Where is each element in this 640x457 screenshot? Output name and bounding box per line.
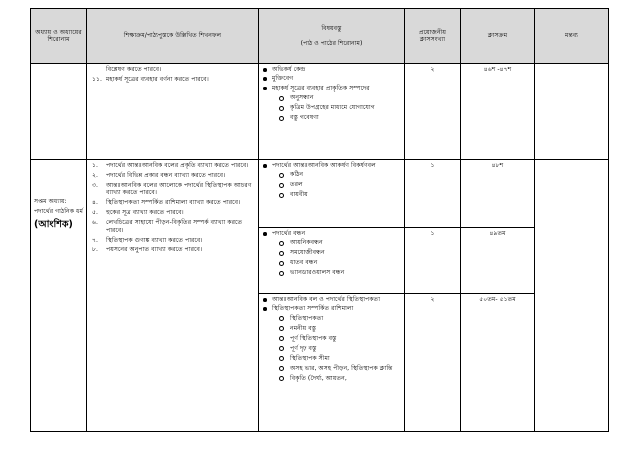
content-item-text: মুক্তিবেগ xyxy=(272,75,294,83)
class-order-cell: ৪৯তম xyxy=(461,228,535,294)
table-row xyxy=(31,64,609,160)
content-subitem: বায়বীয় xyxy=(272,191,401,198)
content-subitem: অসহ ভার, অসহ পীড়ন, স্থিতিস্থাপক ক্লান্তি xyxy=(272,365,401,372)
content-subitem: সমযোজীবন্ধন xyxy=(272,249,401,256)
objective-text: মহাকর্ষ সূত্রের ব্যবহার বর্ণনা করতে পারবে। xyxy=(106,75,209,83)
table-row xyxy=(31,160,609,228)
content-item xyxy=(262,66,401,73)
header-chapter: অধ্যায় ও অধ্যায়ের শিরোনাম xyxy=(31,9,87,64)
content-list xyxy=(262,296,401,382)
objective-item xyxy=(90,209,255,216)
content-subitem: স্থিতিস্থাপক সীমা xyxy=(272,355,401,362)
remarks-cell xyxy=(535,64,609,160)
objective-text: স্থিতিস্থাপকতা সম্পর্কিত রাশিমালা ব্যাখ্যা করতে পারবে। xyxy=(106,199,241,207)
content-list xyxy=(262,66,401,122)
content-subitem: অনুসন্ধান xyxy=(272,94,401,101)
content-item-text: পদার্থের বন্ধন xyxy=(272,230,306,237)
objectives-cell xyxy=(87,64,259,160)
content-cell xyxy=(259,294,405,432)
objective-text: পদার্থের বিভিন্ন প্রকার বন্ধন ব্যাখ্যা করতে পারবে। xyxy=(106,171,226,179)
objective-text: হুকের সূত্র ব্যাখ্যা করতে পারবে। xyxy=(106,209,184,217)
objective-number: ৩. xyxy=(92,181,98,189)
required-classes-cell: ২ xyxy=(405,64,461,160)
content-cell xyxy=(259,228,405,294)
content-subitem: ধাতব বন্ধন xyxy=(272,259,401,266)
objective-number: ১. xyxy=(92,162,98,169)
header-class-order: ক্লাসক্রম xyxy=(461,9,535,64)
objective-item xyxy=(90,237,255,244)
required-classes-cell: ১ xyxy=(405,228,461,294)
content-sublist xyxy=(272,315,401,382)
content-item xyxy=(262,162,401,199)
content-subitem: আয়নিকবন্ধন xyxy=(272,239,401,246)
class-order-cell: ৪৮শ xyxy=(461,160,535,228)
content-item-text: পদার্থের আন্তঃআনবিক আকর্ষণ বিকর্ষণবল xyxy=(272,162,376,169)
objective-text: বিশ্লেষণ করতে পারবে। xyxy=(106,66,162,73)
objective-item xyxy=(90,246,255,253)
content-item-text: মহাকর্ষ সূত্রের ব্যবহার প্রাকৃতিক সম্পদের xyxy=(272,84,370,92)
header-row xyxy=(31,9,609,64)
content-subitem: তরল xyxy=(272,181,401,188)
objective-text: স্থিতিস্থাপক গুণাঙ্ক ব্যাখ্যা করতে পারবে। xyxy=(106,236,203,244)
objective-text: পয়সনের অনুপাত ব্যাখ্যা করতে পারবে। xyxy=(106,246,203,254)
class-order-cell: ৫০তম- ৫১তম xyxy=(461,294,535,432)
objective-item xyxy=(90,199,255,206)
content-subitem: স্থিতিস্থাপকতা xyxy=(272,315,401,322)
content-subitem: পূর্ণ স্থিতিস্থাপক বস্তু xyxy=(272,335,401,342)
content-subitem: বস্তু গবেষণা xyxy=(272,114,401,121)
remarks-cell xyxy=(535,160,609,432)
syllabus-table xyxy=(30,8,609,432)
header-remarks: মন্তব্য xyxy=(535,9,609,64)
chapter-title: পদার্থের গাঠনিক ধর্ম xyxy=(34,208,83,216)
header-content xyxy=(259,9,405,64)
content-subitem: নমনীয় বস্তু xyxy=(272,325,401,332)
content-subitem: ভ্যানডারওয়ালস বন্ধন xyxy=(272,269,401,276)
content-list xyxy=(262,230,401,277)
content-item-text: স্থিতিস্থাপকতা সম্পর্কিত রাশিমালা xyxy=(272,305,354,313)
objective-text: লেখচিত্রের সাহায্যে পীড়ন-বিকৃতির সম্পর্ক ব্যাখ্যা করতে পারবে। xyxy=(106,219,243,234)
content-cell xyxy=(259,160,405,228)
content-subitem: বিকৃতি (দৈর্ঘ্য, আয়তন, xyxy=(272,375,401,382)
content-sublist xyxy=(272,239,401,276)
objective-number: ৫. xyxy=(92,209,98,217)
content-subitem: কঠিন xyxy=(272,171,401,178)
objective-number: ৮. xyxy=(92,246,98,254)
objectives-cell xyxy=(87,160,259,432)
objectives-list xyxy=(90,66,255,83)
content-subitem: পূর্ণ দৃঢ় বস্তু xyxy=(272,345,401,352)
objectives-list xyxy=(90,162,255,254)
objective-item xyxy=(90,76,255,83)
objective-number: ১১. xyxy=(92,75,102,83)
objective-item xyxy=(90,66,255,73)
chapter-partial-note: (আংশিক) xyxy=(34,218,73,230)
chapter-label: সপ্তম অধ্যায়: xyxy=(34,198,67,205)
chapter-cell xyxy=(31,160,87,432)
objective-item xyxy=(90,182,255,197)
content-item xyxy=(262,305,401,382)
content-item xyxy=(262,85,401,122)
class-order-cell: ৪৬শ -৪৭শ xyxy=(461,64,535,160)
content-list xyxy=(262,162,401,199)
content-cell xyxy=(259,64,405,160)
header-content-title: বিষয়বস্তু xyxy=(321,24,342,32)
objective-number: ৬. xyxy=(92,219,98,227)
header-required-classes: প্রয়োজনীয় ক্লাসসংখ্যা xyxy=(405,9,461,64)
chapter-cell-empty xyxy=(31,64,87,160)
content-item-text: আন্তঃআনবিক বল ও পদার্থের স্থিতিস্থাপকতা xyxy=(272,296,380,303)
objective-number: ৭. xyxy=(92,236,98,244)
objective-number: ৪. xyxy=(92,199,98,207)
objective-number xyxy=(90,66,106,73)
content-sublist xyxy=(272,171,401,198)
header-content-subtitle: (পাঠ ও পাঠের শিরোনাম) xyxy=(300,39,363,47)
objective-number: ২. xyxy=(92,171,98,179)
content-sublist xyxy=(272,94,401,121)
content-item-text: অভিকর্ষ কেন্দ্র xyxy=(272,66,306,73)
objective-item xyxy=(90,172,255,179)
content-subitem: কৃত্রিম উপগ্রহের মাধ্যমে যোগাযোগ xyxy=(272,104,401,111)
objective-item xyxy=(90,162,255,169)
content-item xyxy=(262,296,401,303)
objective-text: পদার্থের আন্তঃআনবিক বলের প্রকৃতি ব্যাখ্যা করতে পারবে। xyxy=(106,162,249,169)
required-classes-cell: ১ xyxy=(405,160,461,228)
required-classes-cell: ২ xyxy=(405,294,461,432)
objective-item xyxy=(90,219,255,234)
objective-text: আন্তঃআনবিক বলের আলোকে পদার্থের স্থিতিস্থাপক আচরণ ব্যাখ্যা করতে পারবে। xyxy=(106,181,252,197)
content-item xyxy=(262,230,401,277)
header-learning-outcomes: শিক্ষাক্রম/পাঠ্যপুস্তকে উল্লিখিত শিখনফল xyxy=(87,9,259,64)
content-item xyxy=(262,75,401,82)
